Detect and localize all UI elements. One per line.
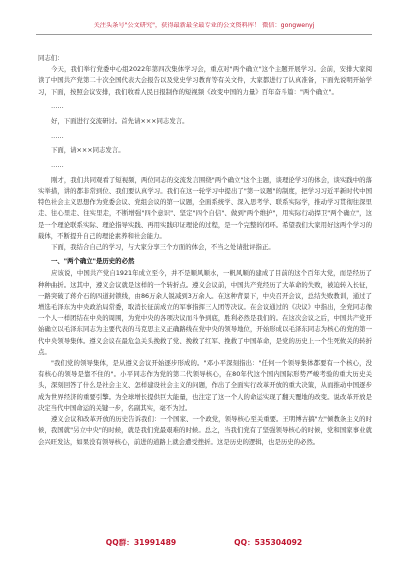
paragraph-core: "我们党的领导集体，是从遵义会议开始逐步形成的。"邓小平深刻指出："任何一个领导集体都要有一个核心，没有核心的领导是靠不住的"。小平同志作为党的第二代领导核心，在80年代这个国内国际形势严峻考验的重大历史关头，深刻回答了什么是社会主义、怎样建设社会主义的问题，作出了全面实行改革开放的重大决策，从而推动中国逐步成为世界经济的重要引擎。为全球增长提供巨大能量，也注定了这一个人的命运实现了翻天覆地的改变。说改革开放是决定当代中国命运的关键一步，名副其实，毫不为过。: [38, 359, 372, 412]
qq-number: QQ：535304092: [234, 538, 303, 547]
ellipsis: ……: [51, 161, 64, 170]
ellipsis: ……: [51, 102, 64, 111]
section-heading: 一、"两个确立"是历史的必然: [51, 257, 135, 266]
paragraph-history: 遵义会议和改革开放的历史告诉我们：一个国家、一个政党，领导核心至关重要。王明博古搞"左"倾教条主义的时候，我国就"另立中央"的时候，就是我们党最艰难的时候。总之，当我们党有了坚强领导核心的时候，党和国家事业就会兴旺发达，如果没有领导核心，前进的道路上就会遭受挫折。这是历史的逻辑，也是历史的必然。: [38, 415, 372, 446]
ellipsis: ……: [51, 131, 64, 140]
document-body: [38, 53, 372, 448]
paragraph-zunyi: 应该说，中国共产党自1921年成立至今，并不是顺风顺水，一帆风顺的建成了目前的这个百年大党，而是经历了种种曲折。这其中，遵义会议就是这样的一个转折点。遵义会议前，中国共产党经历了大革命的失败，被迫转入长征，一路突破了蒋介石的四道封锁线，由86万余人锐减到3万余人。在这种背景下，中央召开会议，总结失败教训，通过了增选毛泽东为中央政治局常委，取消长征前成立的军事指挥三人团等决议。在会议通过的《决议》中指出，全党同志像一个人一样团结在中央的周围，为党中央的各项决议而斗争到底，胜利必然是我们的。在这次会议之后，中国共产党开始确立以毛泽东同志为主要代表的马克思主义正确路线在党中央的领导地位，开始形成以毛泽东同志为核心的党的第一代中央领导集体。遵义会议在最危急关头挽救了党、挽救了红军、挽救了中国革命，是党的历史上一个生死攸关的转折点。: [38, 269, 372, 356]
header-divider: [36, 34, 372, 35]
greeting: 同志们：: [38, 54, 64, 62]
header-banner: 关注头条号"公文研究"，获得最新最全最专业的公文资料库！ 微信：gongwenyj: [93, 22, 315, 29]
footer-contact: [36, 538, 372, 548]
paragraph-summary: 刚才，我们共同观看了短视频，两位同志的交流发言围绕"两个确立"这个主题，谈理论学习的体会，谈实践中的落实举措，讲的都非常到位、我们要认真学习。我们在这一轮学习中提出了"第一议题"的制度，把学习习近平新时代中国特色社会主义思想作为党委会议、党组会议的第一议题，全面系统学、深入思考学、联系实际学，推动学习贯彻往深里走、往心里走、往实里走，不断增强"四个意识"、坚定"四个自信"、做到"两个维护"，用实际行动捍卫"两个确立"，这是一个理论联系实际、理论指导实践、再用实践印证理论的过程，是一个完整的闭环。希望我们大家用好这两个学习的载体，不断提升自己的理论素养和社会能力。: [38, 175, 372, 240]
paragraph-intro: 下面，我结合自己的学习，与大家分享三个方面的体会，不当之处请批评指正。: [51, 243, 275, 252]
paragraph-opening: 今天，我们举行党委中心组2022年第四次集体学习会，重点对"两个确立"这个主题开展学习。会前，安排大家阅读了中国共产党第二十次全国代表大会报告以及党史学习教育等有关文件，大家都进行了认真准备，下面先说明开始学习，下面，按照会议安排，我们收看人民日报制作的短视频《改变中国的力量》百年奋斗篇："两个确立"。: [38, 65, 372, 96]
qq-group: QQ群：31991489: [105, 538, 177, 547]
paragraph-next-speaker: 下面，请×××同志发言。: [51, 146, 125, 155]
paragraph-discussion: 好，下面进行交流研讨。首先请×××同志发言。: [51, 117, 189, 126]
